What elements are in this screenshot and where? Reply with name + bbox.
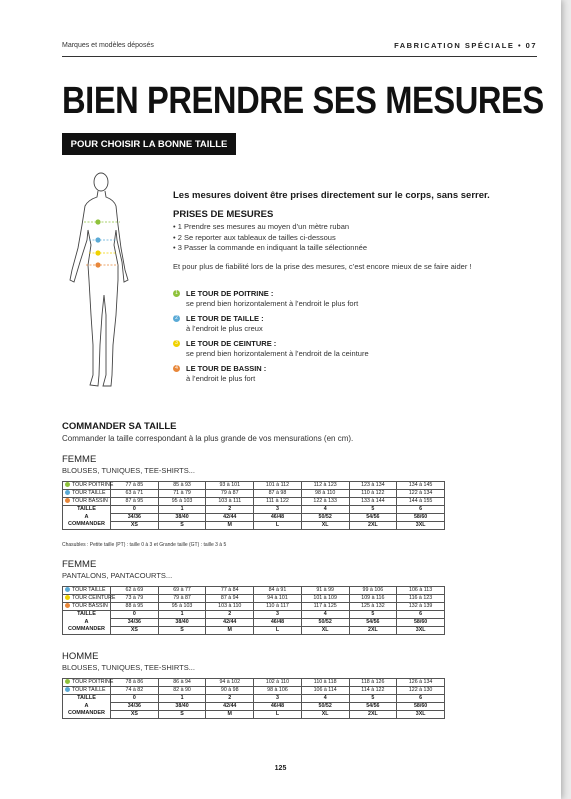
legend-title: LE TOUR DE CEINTURE : <box>186 339 277 348</box>
size-fr-row <box>63 619 445 627</box>
table-cell: 74 à 82 <box>111 687 159 695</box>
size-number-cell: 3 <box>254 506 302 514</box>
legend-description: à l’endroit le plus fort <box>186 374 256 383</box>
table-cell: 106 à 114 <box>301 687 349 695</box>
table-cell: 62 à 69 <box>111 587 159 595</box>
size-table-title: HOMME <box>62 651 99 662</box>
table-row <box>63 595 445 603</box>
header-trademark-note: Marques et modèles déposés <box>62 42 154 49</box>
table-cell: 87 à 94 <box>206 595 254 603</box>
size-fr-cell: 46/48 <box>254 619 302 627</box>
size-letter-row <box>63 711 445 719</box>
size-fr-cell: 42/44 <box>206 619 254 627</box>
size-number-cell: 4 <box>301 695 349 703</box>
size-fr-cell: 50/52 <box>301 619 349 627</box>
size-fr-cell: 54/56 <box>349 514 397 522</box>
size-letter-cell: 2XL <box>349 711 397 719</box>
measure-color-icon <box>65 498 70 503</box>
measure-color-icon <box>65 679 70 684</box>
table-row <box>63 482 445 490</box>
size-number-cell: 6 <box>397 695 445 703</box>
size-fr-cell: 58/60 <box>397 619 445 627</box>
table-cell: 86 à 94 <box>158 679 206 687</box>
measure-color-icon <box>65 490 70 495</box>
table-cell: 133 à 144 <box>349 498 397 506</box>
size-number-cell: 5 <box>349 611 397 619</box>
table-cell: 90 à 98 <box>206 687 254 695</box>
table-row <box>63 687 445 695</box>
table-cell: 117 à 125 <box>301 603 349 611</box>
size-letter-cell: S <box>158 627 206 635</box>
size-letter-cell: 3XL <box>397 522 445 530</box>
legend-description: se prend bien horizontalement à l’endroit de la ceinture <box>186 349 369 358</box>
size-letter-cell: XL <box>301 627 349 635</box>
table-cell: 134 à 145 <box>397 482 445 490</box>
size-table <box>62 481 445 530</box>
size-number-cell: 3 <box>254 611 302 619</box>
size-fr-cell: 58/60 <box>397 703 445 711</box>
order-size-label: TAILLE A COMMANDER <box>63 695 111 719</box>
size-number-row <box>63 506 445 514</box>
size-number-row <box>63 611 445 619</box>
table-cell: 106 à 113 <box>397 587 445 595</box>
table-cell: 94 à 102 <box>206 679 254 687</box>
table-row <box>63 603 445 611</box>
size-number-cell: 0 <box>111 611 159 619</box>
size-number-cell: 2 <box>206 611 254 619</box>
size-letter-cell: 2XL <box>349 627 397 635</box>
size-letter-cell: XS <box>111 522 159 530</box>
order-instructions: Commander la taille correspondant à la plus grande de vos mensurations (en cm). <box>62 434 354 443</box>
table-cell: 78 à 86 <box>111 679 159 687</box>
table-cell: 73 à 79 <box>111 595 159 603</box>
size-number-cell: 2 <box>206 506 254 514</box>
table-cell: 95 à 103 <box>158 603 206 611</box>
step-item: • 1 Prendre ses mesures au moyen d’un mètre ruban <box>173 222 350 231</box>
size-fr-cell: 54/56 <box>349 703 397 711</box>
size-letter-cell: M <box>206 711 254 719</box>
table-cell: 102 à 110 <box>254 679 302 687</box>
size-fr-cell: 50/52 <box>301 514 349 522</box>
size-letter-cell: S <box>158 522 206 530</box>
table-cell: 116 à 123 <box>397 595 445 603</box>
size-fr-cell: 34/36 <box>111 703 159 711</box>
table-cell: 122 à 134 <box>397 490 445 498</box>
table-cell: 103 à 110 <box>206 603 254 611</box>
table-cell: 110 à 122 <box>349 490 397 498</box>
table-cell: 77 à 85 <box>111 482 159 490</box>
header-section-title: FABRICATION SPÉCIALE • 07 <box>394 41 537 50</box>
table-cell: 144 à 155 <box>397 498 445 506</box>
size-table-title: FEMME <box>62 454 97 465</box>
measure-label: TOUR POITRINE <box>63 679 111 687</box>
size-number-cell: 4 <box>301 506 349 514</box>
header-divider <box>62 56 537 57</box>
legend-marker-icon: 2 <box>173 315 180 322</box>
size-letter-cell: L <box>254 711 302 719</box>
size-table-subtitle: BLOUSES, TUNIQUES, TEE-SHIRTS... <box>62 663 195 672</box>
intro-text: Les mesures doivent être prises directement sur le corps, sans serrer. <box>173 190 490 201</box>
table-cell: 87 à 95 <box>111 498 159 506</box>
size-fr-cell: 46/48 <box>254 703 302 711</box>
table-cell: 122 à 133 <box>301 498 349 506</box>
legend-description: à l’endroit le plus creux <box>186 324 263 333</box>
table-cell: 79 à 87 <box>206 490 254 498</box>
table-row <box>63 679 445 687</box>
order-heading: COMMANDER SA TAILLE <box>62 421 177 432</box>
table-cell: 82 à 90 <box>158 687 206 695</box>
table-cell: 112 à 123 <box>301 482 349 490</box>
table-cell: 111 à 122 <box>254 498 302 506</box>
table-cell: 126 à 134 <box>397 679 445 687</box>
measure-label: TOUR TAILLE <box>63 687 111 695</box>
size-number-cell: 1 <box>158 695 206 703</box>
legend-marker-icon: 4 <box>173 365 180 372</box>
table-row <box>63 587 445 595</box>
table-cell: 122 à 130 <box>397 687 445 695</box>
size-number-cell: 6 <box>397 611 445 619</box>
size-fr-cell: 38/40 <box>158 703 206 711</box>
table-row <box>63 490 445 498</box>
measure-color-icon <box>65 687 70 692</box>
table-cell: 63 à 71 <box>111 490 159 498</box>
reliability-tip: Et pour plus de fiabilité lors de la prise des mesures, c’est encore mieux de se faire aider ! <box>173 262 472 271</box>
size-letter-cell: XL <box>301 711 349 719</box>
table-cell: 98 à 110 <box>301 490 349 498</box>
size-number-row <box>63 695 445 703</box>
body-silhouette-illustration <box>58 170 138 395</box>
size-letter-cell: XS <box>111 711 159 719</box>
measure-label: TOUR BASSIN <box>63 498 111 506</box>
table-cell: 91 à 99 <box>301 587 349 595</box>
size-table-title: FEMME <box>62 559 97 570</box>
legend-marker-icon: 3 <box>173 340 180 347</box>
size-fr-cell: 34/36 <box>111 514 159 522</box>
size-number-cell: 0 <box>111 506 159 514</box>
measure-label: TOUR TAILLE <box>63 587 111 595</box>
table-cell: 79 à 87 <box>158 595 206 603</box>
size-table <box>62 586 445 635</box>
measure-label: TOUR TAILLE <box>63 490 111 498</box>
size-letter-cell: M <box>206 522 254 530</box>
table-cell: 114 à 122 <box>349 687 397 695</box>
step-item: • 3 Passer la commande en indiquant la taille sélectionnée <box>173 243 367 252</box>
table-row <box>63 498 445 506</box>
table-cell: 101 à 112 <box>254 482 302 490</box>
table-cell: 123 à 134 <box>349 482 397 490</box>
table-cell: 87 à 98 <box>254 490 302 498</box>
measure-label: TOUR CEINTURE <box>63 595 111 603</box>
table-cell: 94 à 101 <box>254 595 302 603</box>
table-cell: 85 à 93 <box>158 482 206 490</box>
size-letter-cell: S <box>158 711 206 719</box>
size-number-cell: 2 <box>206 695 254 703</box>
table-cell: 118 à 126 <box>349 679 397 687</box>
size-fr-cell: 58/60 <box>397 514 445 522</box>
size-table-subtitle: BLOUSES, TUNIQUES, TEE-SHIRTS... <box>62 466 195 475</box>
table-cell: 88 à 95 <box>111 603 159 611</box>
page-number: 125 <box>274 765 287 772</box>
size-fr-cell: 46/48 <box>254 514 302 522</box>
legend-title: LE TOUR DE BASSIN : <box>186 364 267 373</box>
table-cell: 110 à 118 <box>301 679 349 687</box>
size-number-cell: 5 <box>349 506 397 514</box>
order-size-label: TAILLE A COMMANDER <box>63 611 111 635</box>
subtitle-banner: POUR CHOISIR LA BONNE TAILLE <box>62 133 236 155</box>
measure-color-icon <box>65 595 70 600</box>
size-number-cell: 5 <box>349 695 397 703</box>
measure-color-icon <box>65 603 70 608</box>
table-cell: 101 à 109 <box>301 595 349 603</box>
measure-label: TOUR POITRINE <box>63 482 111 490</box>
size-number-cell: 0 <box>111 695 159 703</box>
size-table-subtitle: PANTALONS, PANTACOURTS... <box>62 571 173 580</box>
size-number-cell: 4 <box>301 611 349 619</box>
size-letter-cell: L <box>254 522 302 530</box>
chasubles-note: Chasubles : Petite taille (PT) : taille 0 à 3 et Grande taille (GT) : taille 3 à 5 <box>62 542 227 548</box>
prises-steps <box>173 222 367 254</box>
size-letter-row <box>63 522 445 530</box>
table-cell: 95 à 103 <box>158 498 206 506</box>
table-cell: 71 à 79 <box>158 490 206 498</box>
size-fr-cell: 42/44 <box>206 514 254 522</box>
size-fr-row <box>63 703 445 711</box>
prises-heading: PRISES DE MESURES <box>173 209 274 220</box>
table-cell: 98 à 106 <box>254 687 302 695</box>
measure-color-icon <box>65 587 70 592</box>
order-size-label: TAILLE A COMMANDER <box>63 506 111 530</box>
size-letter-cell: L <box>254 627 302 635</box>
table-cell: 132 à 139 <box>397 603 445 611</box>
table-cell: 99 à 106 <box>349 587 397 595</box>
size-table <box>62 678 445 719</box>
legend-marker-icon: 1 <box>173 290 180 297</box>
size-fr-cell: 42/44 <box>206 703 254 711</box>
legend-title: LE TOUR DE POITRINE : <box>186 289 274 298</box>
size-fr-cell: 38/40 <box>158 619 206 627</box>
legend-description: se prend bien horizontalement à l’endroit le plus fort <box>186 299 359 308</box>
size-fr-cell: 34/36 <box>111 619 159 627</box>
table-cell: 93 à 101 <box>206 482 254 490</box>
step-item: • 2 Se reporter aux tableaux de tailles ci-dessous <box>173 232 336 242</box>
measure-label: TOUR BASSIN <box>63 603 111 611</box>
size-number-cell: 1 <box>158 506 206 514</box>
size-number-cell: 6 <box>397 506 445 514</box>
table-cell: 110 à 117 <box>254 603 302 611</box>
size-fr-cell: 54/56 <box>349 619 397 627</box>
size-letter-cell: XS <box>111 627 159 635</box>
size-number-cell: 1 <box>158 611 206 619</box>
size-fr-cell: 50/52 <box>301 703 349 711</box>
size-letter-cell: XL <box>301 522 349 530</box>
size-fr-row <box>63 514 445 522</box>
size-letter-cell: M <box>206 627 254 635</box>
size-letter-cell: 3XL <box>397 711 445 719</box>
table-cell: 103 à 111 <box>206 498 254 506</box>
size-number-cell: 3 <box>254 695 302 703</box>
table-cell: 125 à 132 <box>349 603 397 611</box>
table-cell: 84 à 91 <box>254 587 302 595</box>
table-cell: 69 à 77 <box>158 587 206 595</box>
table-cell: 109 à 116 <box>349 595 397 603</box>
size-letter-cell: 2XL <box>349 522 397 530</box>
legend-title: LE TOUR DE TAILLE : <box>186 314 264 323</box>
size-letter-cell: 3XL <box>397 627 445 635</box>
table-cell: 77 à 84 <box>206 587 254 595</box>
measure-color-icon <box>65 482 70 487</box>
size-letter-row <box>63 627 445 635</box>
page-title: BIEN PRENDRE SES MESURES <box>62 80 544 122</box>
size-fr-cell: 38/40 <box>158 514 206 522</box>
